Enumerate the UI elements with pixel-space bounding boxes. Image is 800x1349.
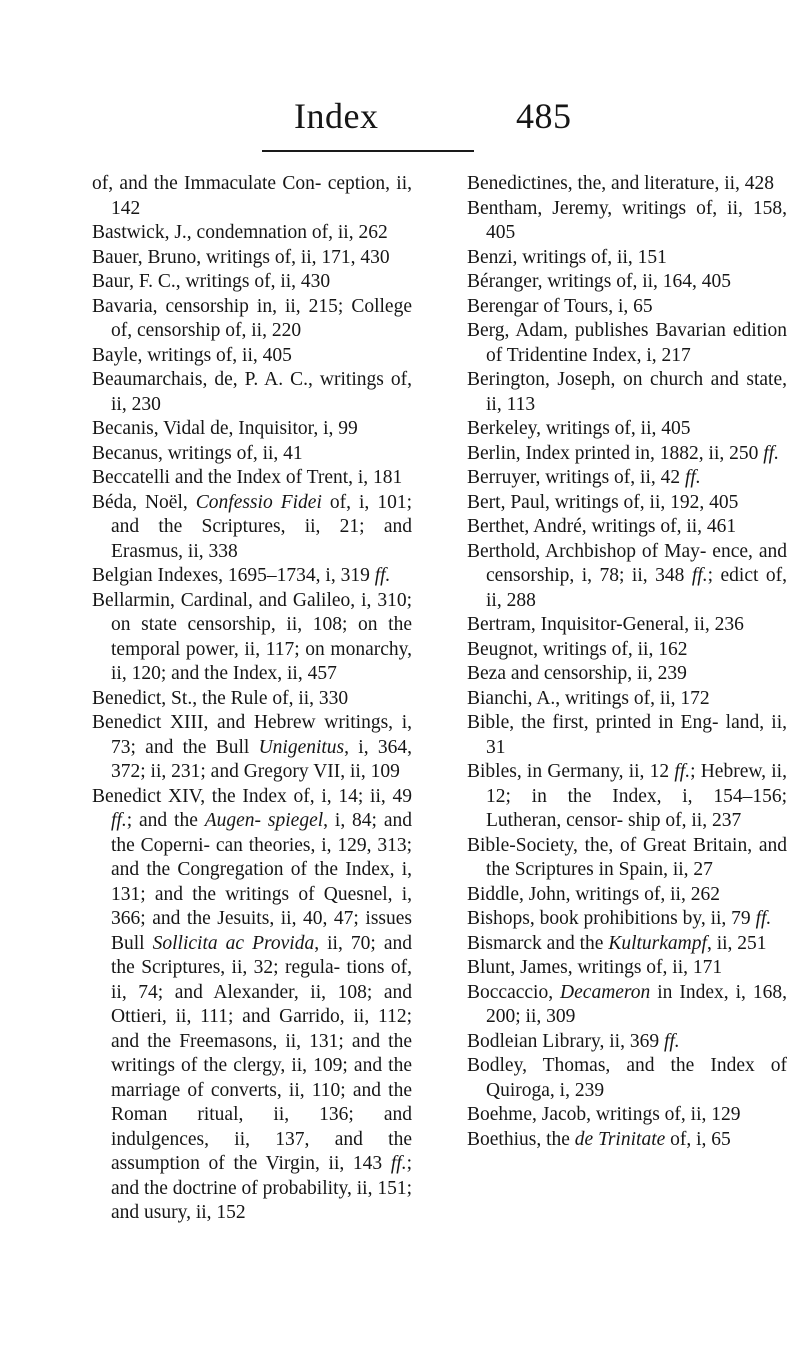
index-entry: Bismarck and the Kulturkampf, ii, 251 xyxy=(467,932,767,954)
index-entry: Blunt, James, writings of, ii, 171 xyxy=(467,957,723,978)
index-entry: Bishops, book prohibitions by, ii, 79 ff. xyxy=(467,908,772,929)
index-entry: Bianchi, A., writings of, ii, 172 xyxy=(467,687,710,709)
index-entry: Bibles, in Germany, ii, 12 ff.; Hebrew, ii, 12; in the Index, i, 154–156; Lutheran, censor- ship of, ii, 237 xyxy=(467,761,787,831)
index-entry: Bodleian Library, ii, 369 ff. xyxy=(467,1030,680,1052)
index-entry: Boethius, the de Trinitate of, i, 65 xyxy=(467,1128,731,1150)
page-number: 485 xyxy=(516,96,572,136)
index-entry: Bible-Society, the, of Great Britain, and the Scriptures in Spain, ii, 27 xyxy=(467,834,787,880)
index-entry: Benedict XIII, and Hebrew writings, i, 73; and the Bull Unigenitus, i, 364, 372; ii, 231; and Gregory VII, ii, 109 xyxy=(92,712,412,782)
index-entry: of, and the Immaculate Con- ception, ii, 142 xyxy=(92,173,412,219)
index-entry: Beza and censorship, ii, 239 xyxy=(467,663,687,684)
index-entry: Beccatelli and the Index of Trent, i, 181 xyxy=(92,467,403,488)
index-entry: Berthet, André, writings of, ii, 461 xyxy=(467,516,737,537)
index-entry: Beaumarchais, de, P. A. C., writings of, ii, 230 xyxy=(92,369,412,415)
index-entry: Berruyer, writings of, ii, 42 ff. xyxy=(467,467,701,488)
index-entry: Bavaria, censorship in, ii, 215; College of, censorship of, ii, 220 xyxy=(92,295,412,341)
index-entry: Bastwick, J., condemnation of, ii, 262 xyxy=(92,222,388,243)
index-entry: Boehme, Jacob, writings of, ii, 129 xyxy=(467,1104,741,1125)
index-entry: Becanus, writings of, ii, 41 xyxy=(92,442,303,464)
index-entry: Berington, Joseph, on church and state, ii, 113 xyxy=(467,369,787,415)
running-header xyxy=(0,96,800,146)
index-entry: Benedict, St., the Rule of, ii, 330 xyxy=(92,687,349,709)
index-entry: Berlin, Index printed in, 1882, ii, 250 ff. xyxy=(467,442,779,464)
index-entry: Berkeley, writings of, ii, 405 xyxy=(467,418,691,439)
index-entry: Beugnot, writings of, ii, 162 xyxy=(467,638,688,660)
index-entry: Béranger, writings of, ii, 164, 405 xyxy=(467,271,732,292)
index-entry: Bayle, writings of, ii, 405 xyxy=(92,344,292,366)
index-entry: Bellarmin, Cardinal, and Galileo, i, 310; on state censorship, ii, 108; on the temporal power, ii, 117; on monarchy, ii, 120; and the Index, ii, 457 xyxy=(92,589,412,684)
index-entry: Belgian Indexes, 1695–1734, i, 319 ff. xyxy=(92,565,391,586)
page-title: Index xyxy=(294,96,379,136)
index-entry: Bauer, Bruno, writings of, ii, 171, 430 xyxy=(92,246,390,268)
index-entry: Béda, Noël, Confessio Fidei of, i, 101; and the Scriptures, ii, 21; and Erasmus, ii, 338 xyxy=(92,491,412,562)
index-entry: Berg, Adam, publishes Bavarian edition of Tridentine Index, i, 217 xyxy=(467,320,787,366)
index-entry: Bentham, Jeremy, writings of, ii, 158, 405 xyxy=(467,197,787,243)
index-entry: Benzi, writings of, ii, 151 xyxy=(467,246,667,268)
index-entry: Berthold, Archbishop of May- ence, and censorship, i, 78; ii, 348 ff.; edict of, ii, 288 xyxy=(467,540,787,611)
index-column-left xyxy=(92,172,412,1226)
index-column-right xyxy=(467,172,787,1152)
index-entry: Bodley, Thomas, and the Index of Quiroga, i, 239 xyxy=(467,1055,787,1101)
header-rule xyxy=(262,150,474,152)
index-entry: Bible, the first, printed in Eng- land, ii, 31 xyxy=(467,712,787,758)
index-entry: Baur, F. C., writings of, ii, 430 xyxy=(92,271,331,292)
index-entry: Berengar of Tours, i, 65 xyxy=(467,295,653,317)
index-entry: Becanis, Vidal de, Inquisitor, i, 99 xyxy=(92,418,358,439)
index-entry: Boccaccio, Decameron in Index, i, 168, 200; ii, 309 xyxy=(467,981,788,1027)
index-entry: Benedictines, the, and literature, ii, 428 xyxy=(467,173,775,194)
index-entry: Benedict XIV, the Index of, i, 14; ii, 49 ff.; and the Augen- spiegel, i, 84; and the Coperni- can theories, i, 129, 313; and the Congregation of the Index, i, 131; and the writings of Quesnel, i, 366; and the Jesuits, ii, 40, 47; issues Bull Sollicita ac Provida, ii, 70; and the Scriptures, ii, 32; regula- tions of, ii, 74; and Alexander, ii, 108; and Ottieri, ii, 111; and Garrido, ii, 112; and the Freemasons, ii, 131; and the writings of the clergy, ii, 109; and the marriage of converts, ii, 110; and the Roman ritual, ii, 136; and indulgences, ii, 137, and the assumption of the Virgin, ii, 143 ff.; and the doctrine of probability, ii, 151; and usury, ii, 152 xyxy=(92,785,413,1223)
index-entry: Bertram, Inquisitor-General, ii, 236 xyxy=(467,614,744,635)
index-entry: Bert, Paul, writings of, ii, 192, 405 xyxy=(467,491,739,513)
index-entry: Biddle, John, writings of, ii, 262 xyxy=(467,883,720,905)
